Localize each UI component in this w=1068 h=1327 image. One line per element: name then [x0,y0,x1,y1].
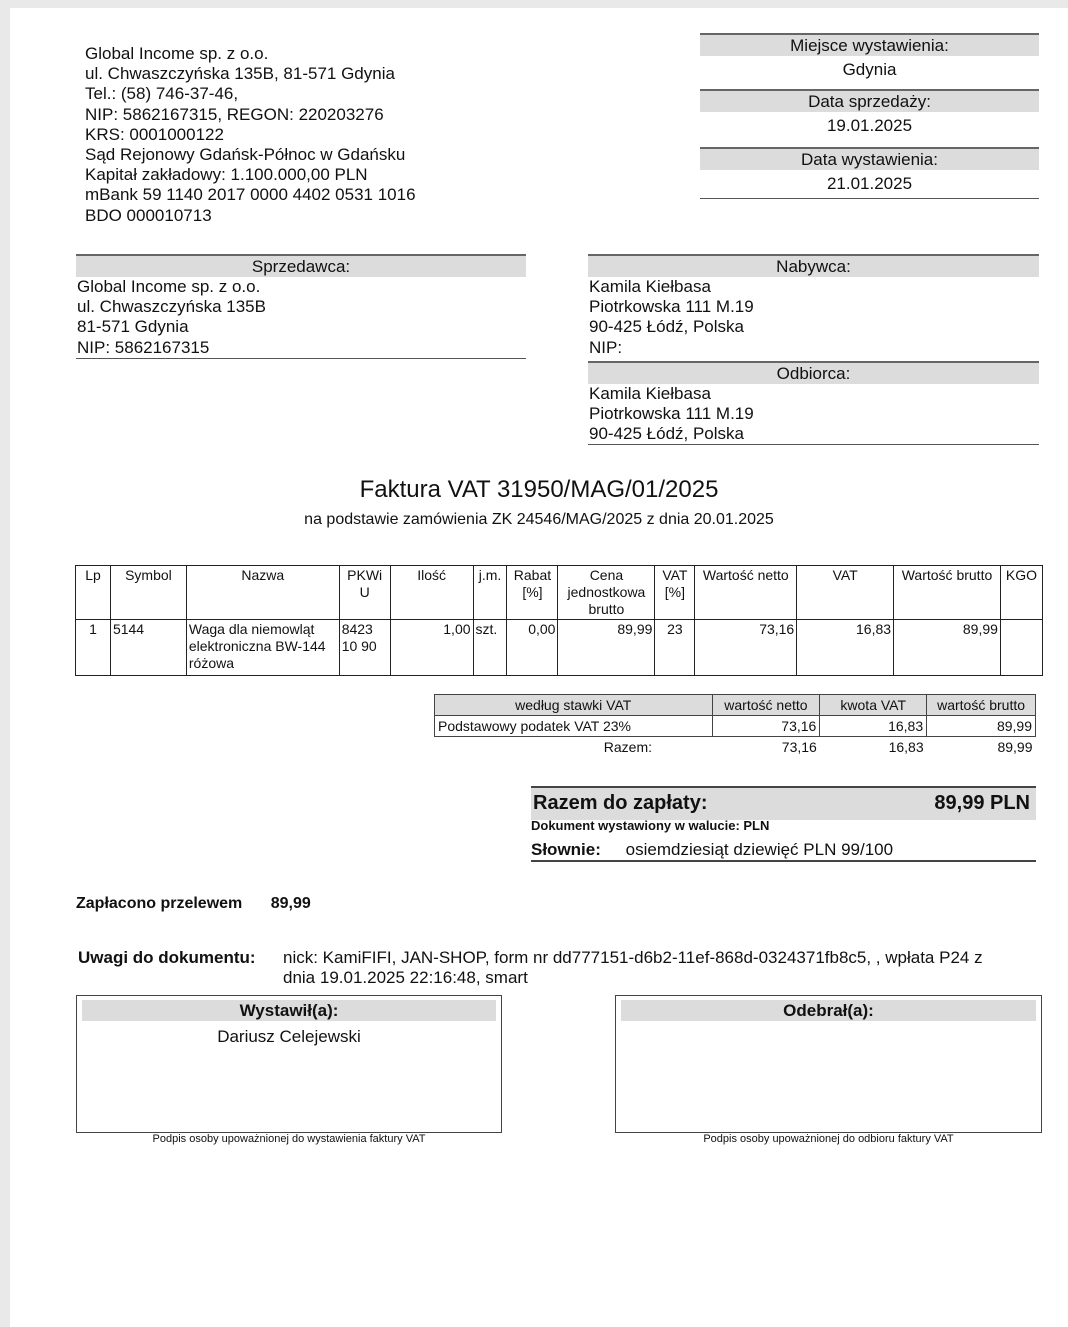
col-header-vat-rate: VAT [%] [655,566,695,620]
col-header-vat: VAT [797,566,894,620]
items-table [75,565,1043,676]
sale-date-label: Data sprzedaży: [700,89,1039,112]
currency-note: Dokument wystawiony w walucie: PLN [531,818,770,833]
recipient-line: 90-425 Łódź, Polska [589,424,744,444]
sale-date-value: 19.01.2025 [826,116,913,135]
total-due-bar [531,786,1036,820]
issued-by-caption: Podpis osoby upoważnionej do wystawienia faktury VAT [152,1133,426,1145]
issued-by-box [76,995,502,1133]
col-header-lp: Lp [76,566,111,620]
vat-header-net: wartość netto [712,695,820,716]
vat-cell-net: 73,16 [712,716,820,737]
notes-text [283,948,983,988]
cell-pkwiu: 8423 10 90 [339,620,390,676]
received-by-caption: Podpis osoby upoważnionej do odbioru faktury VAT [703,1133,954,1145]
company-line: Sąd Rejonowy Gdańsk-Północ w Gdańsku [85,145,406,165]
cell-discount: 0,00 [507,620,558,676]
issued-by-name: Dariusz Celejewski [217,1027,361,1046]
issued-by-label: Wystawił(a): [82,1000,496,1021]
vat-header-tax: kwota VAT [820,695,927,716]
buyer-label: Nabywca: [588,254,1039,277]
notes-label: Uwagi do dokumentu: [78,948,256,967]
issue-date-label: Data wystawienia: [700,147,1039,170]
col-header-symbol: Symbol [110,566,186,620]
cell-vat-rate: 23 [655,620,695,676]
paid-label: Zapłacono przelewem [76,895,243,912]
seller-label: Sprzedawca: [76,254,526,277]
cell-net: 73,16 [695,620,797,676]
buyer-line: NIP: [589,337,623,357]
cell-unit-price: 89,99 [558,620,655,676]
col-header-qty: Ilość [390,566,473,620]
invoice-title: Faktura VAT 31950/MAG/01/2025 [359,476,719,503]
vat-total-row [435,737,1036,758]
vat-total-net: 73,16 [781,739,817,755]
notes-line: nick: KamiFIFI, JAN-SHOP, form nr dd777151-d6b2-11ef-868d-0324371fb8c5, , wpłata P24 z [283,948,983,967]
company-line: Kapitał zakładowy: 1.100.000,00 PLN [85,165,368,185]
dates-block [700,33,1039,199]
col-header-discount: Rabat [%] [507,566,558,620]
cell-vat: 16,83 [797,620,894,676]
words-label: Słownie: [531,840,601,859]
amount-in-words [531,840,1036,862]
company-line: ul. Chwaszczyńska 135B, 81-571 Gdynia [85,64,395,84]
issue-date-value: 21.01.2025 [700,170,1039,199]
company-line: BDO 000010713 [85,205,212,225]
cell-kgo [1000,620,1042,676]
received-by-label: Odebrał(a): [621,1000,1036,1021]
invoice-page [10,8,1068,1327]
cell-unit: szt. [473,620,507,676]
col-header-net: Wartość netto [695,566,797,620]
col-header-name: Nazwa [186,566,339,620]
vat-row [435,716,1036,737]
buyer-line: Piotrkowska 111 M.19 [589,297,754,317]
seller-line: 81-571 Gdynia [77,317,189,337]
col-header-gross: Wartość brutto [894,566,1001,620]
words-value: osiemdziesiąt dziewięć PLN 99/100 [625,840,894,859]
company-line: mBank 59 1140 2017 0000 4402 0531 1016 [85,185,416,205]
col-header-unit-price: Cena jednostkowa brutto [558,566,655,620]
cell-gross: 89,99 [894,620,1001,676]
paid-value: 89,99 [270,895,311,912]
place-value: Gdynia [842,60,897,79]
cell-lp: 1 [76,620,111,676]
vat-total-gross: 89,99 [997,739,1033,755]
invoice-subtitle: na podstawie zamówienia ZK 24546/MAG/2025 z dnia 20.01.2025 [304,511,774,528]
vat-cell-rate: Podstawowy podatek VAT 23% [435,716,713,737]
col-header-pkwiu: PKWi U [339,566,390,620]
recipient-line: Piotrkowska 111 M.19 [589,404,754,424]
col-header-unit: j.m. [473,566,507,620]
paid-info [76,895,311,913]
seller-line: ul. Chwaszczyńska 135B [77,297,266,317]
notes-line: dnia 19.01.2025 22:16:48, smart [283,968,528,988]
vat-header-rate: według stawki VAT [435,695,713,716]
recipient-line: Kamila Kiełbasa [589,383,711,403]
cell-symbol: 5144 [110,620,186,676]
company-line: Tel.: (58) 746-37-46, [85,84,239,104]
seller-block [76,254,526,359]
cell-name: Waga dla niemowląt elektroniczna BW-144 różowa [186,620,339,676]
vat-total-tax: 16,83 [888,739,924,755]
received-by-box [615,995,1042,1133]
vat-total-label: Razem: [603,739,652,755]
buyer-block [588,254,1039,445]
company-line: NIP: 5862167315, REGON: 220203276 [85,104,384,124]
place-label: Miejsce wystawienia: [700,33,1039,56]
company-header [85,44,416,226]
vat-cell-tax: 16,83 [820,716,927,737]
vat-header-gross: wartość brutto [927,695,1036,716]
col-header-kgo: KGO [1000,566,1042,620]
company-line: Global Income sp. z o.o. [85,44,269,63]
total-due-value: 89,99 PLN [934,792,1030,814]
table-row [76,620,1043,676]
buyer-line: Kamila Kiełbasa [589,277,711,296]
vat-cell-gross: 89,99 [927,716,1036,737]
recipient-label: Odbiorca: [588,361,1039,384]
seller-line: Global Income sp. z o.o. [77,277,261,296]
cell-qty: 1,00 [390,620,473,676]
buyer-line: 90-425 Łódź, Polska [589,317,744,337]
total-due-label: Razem do zapłaty: [533,792,708,814]
company-line: KRS: 0001000122 [85,124,224,144]
vat-summary-table [434,694,1036,757]
seller-line: NIP: 5862167315 [77,337,210,357]
